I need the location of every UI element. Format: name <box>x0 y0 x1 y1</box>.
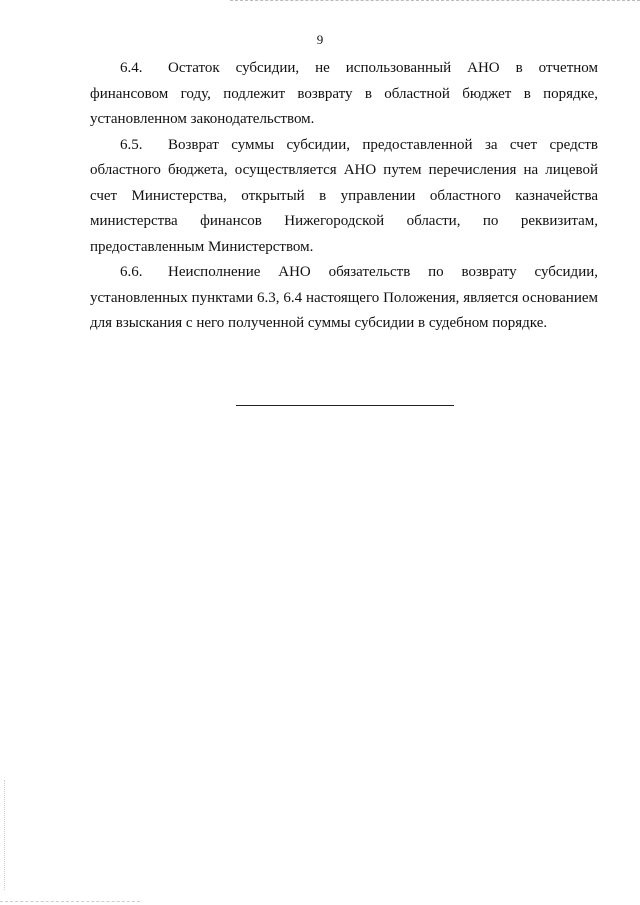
paragraph-6-6 <box>90 260 598 337</box>
paragraph-text: Остаток субсидии, не использованный АНО в отчетном финансовом году, подлежит возврату в областной бюджет в порядке, установленном законодательством. <box>90 60 598 127</box>
paragraph-number: 6.6. <box>120 264 143 280</box>
end-separator-line <box>236 405 454 406</box>
paragraph-number: 6.4. <box>120 60 143 76</box>
paragraph-text: Неисполнение АНО обязательств по возврату субсидии, установленных пунктами 6.3, 6.4 настоящего Положения, является основанием для взыскания с него полученной суммы субсидии в судебном порядке. <box>90 264 598 331</box>
document-body <box>90 56 598 337</box>
paragraph-6-4 <box>90 56 598 133</box>
scan-edge-left <box>4 780 6 890</box>
paragraph-6-5 <box>90 133 598 261</box>
paragraph-text: Возврат суммы субсидии, предоставленной за счет средств областного бюджета, осуществляется АНО путем перечисления на лицевой счет Министерства, открытый в управлении областного казначейства министерства финансов Нижегородской области, по реквизитам, предоставленным Министерством. <box>90 136 598 255</box>
page-number: 9 <box>316 32 324 47</box>
scan-edge-bottom <box>0 901 140 903</box>
scan-edge-top <box>230 0 640 2</box>
paragraph-number: 6.5. <box>120 136 143 153</box>
